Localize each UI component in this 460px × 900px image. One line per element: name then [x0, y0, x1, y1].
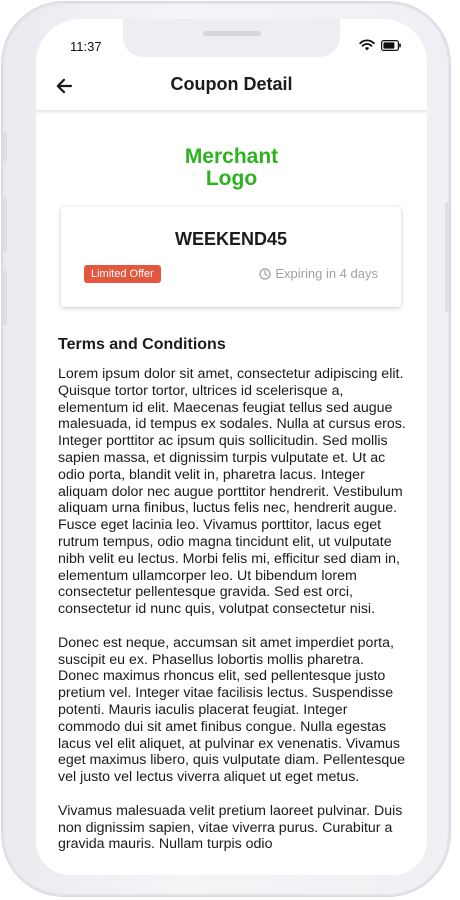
app-bar	[36, 64, 427, 110]
phone-frame	[2, 2, 450, 896]
speaker-grille	[203, 31, 261, 36]
coupon-code: WEEKEND45	[174, 229, 288, 249]
expiry-info	[259, 266, 378, 281]
coupon-card	[61, 207, 401, 307]
battery-icon	[381, 40, 401, 51]
mute-switch	[2, 132, 7, 162]
notch	[123, 19, 340, 57]
scroll-fade	[36, 861, 427, 875]
terms-title: Terms and Conditions	[58, 336, 226, 353]
limited-offer-badge: Limited Offer	[84, 265, 161, 283]
coupon-detail-content[interactable]	[36, 110, 427, 875]
phone-screen	[36, 19, 427, 875]
merchant-logo-line2: Logo	[205, 167, 258, 190]
terms-paragraph: Vivamus malesuada velit pretium laoreet pulvinar. Duis non dignissim sapien, vitae viverra purus. Curabitur a gravida mauris. Nullam turpis odio	[58, 802, 403, 853]
status-time: 11:37	[70, 39, 102, 54]
merchant-logo-line1: Merchant	[184, 145, 279, 168]
status-icons	[359, 39, 401, 51]
clock-icon	[259, 268, 271, 280]
page-title: Coupon Detail	[170, 74, 293, 94]
power-button	[445, 202, 450, 312]
volume-down-button	[2, 270, 7, 325]
terms-paragraph: Donec est neque, accumsan sit amet imperdiet porta, suscipit eu ex. Phasellus lobortis mollis pharetra. Donec maximus rhoncus elit, sed pellentesque justo pretium vel. Integer vitae facilisis lectus. Suspendisse potenti. Mauris iaculis placerat feugiat. Integer commodo dui sit amet finibus congue. Nulla egestas lacus vel elit aliquet, at pulvinar ex venenatis. Vivamus eget maximus libero, quis vulputate diam. Pellentesque vel justo vel lectus viverra aliquet ut eget metus.	[58, 634, 405, 786]
terms-paragraph: Lorem ipsum dolor sit amet, consectetur adipiscing elit. Quisque tortor tortor, ultrices id scelerisque a, elementum id elit. Maecenas feugiat tellus sed augue malesuada, id tempus ex sodales. Nulla at cursus eros. Integer porttitor ac ipsum quis sollicitudin. Sed mollis sapien massa, et dignissim turpis vulputate et. Ut ac odio porta, blandit velit in, pharetra lacus. Integer aliquam dolor nec augue porttitor hendrerit. Vestibulum aliquam urna finibus, luctus felis nec, hendrerit augue. Fusce eget lacinia leo. Vivamus porttitor, lacus eget rutrum tempus, odio magna tincidunt elit, ut vulputate nibh velit eu lectus. Morbi felis mi, efficitur sed diam in, elementum ullamcorper leo. Ut bibendum lorem consectetur pellentesque gravida. Sed est orci, consectetur id nunc quis, volutpat consectetur nisi.	[58, 366, 406, 618]
terms-body	[58, 366, 408, 870]
expiry-text: Expiring in 4 days	[275, 266, 378, 281]
wifi-icon	[359, 39, 375, 51]
merchant-logo	[36, 146, 427, 190]
volume-up-button	[2, 197, 7, 252]
